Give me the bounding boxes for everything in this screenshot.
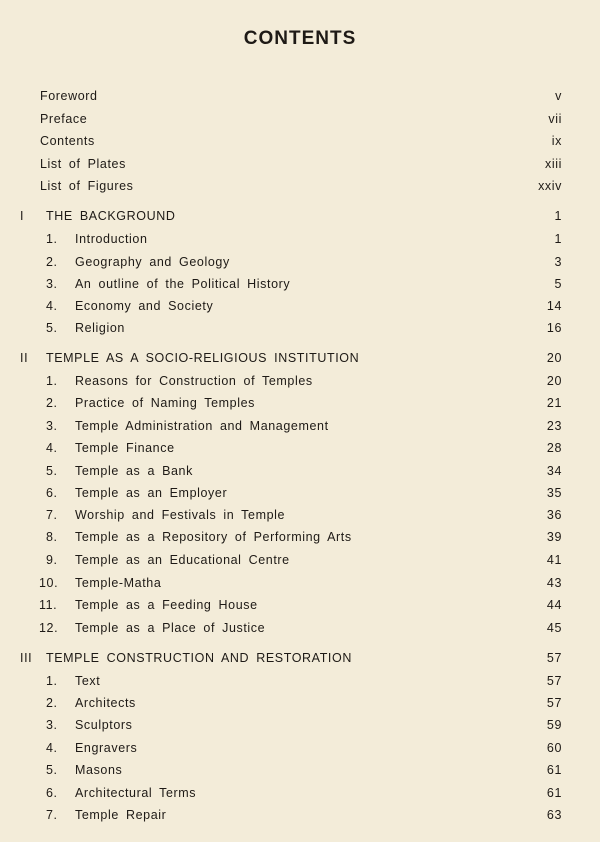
- entry-label: Engravers: [75, 741, 138, 755]
- toc-entry: [0, 508, 600, 528]
- toc-part-heading: [0, 651, 600, 671]
- entry-number: 6.: [46, 786, 58, 800]
- toc-entry: [0, 321, 600, 341]
- entry-page: 60: [546, 741, 562, 755]
- toc-entry: [0, 232, 600, 252]
- entry-label: Economy and Society: [75, 299, 214, 313]
- entry-page: ix: [551, 134, 562, 148]
- entry-page: 21: [546, 396, 562, 410]
- entry-page: 28: [546, 441, 562, 455]
- entry-number: 10.: [39, 576, 59, 590]
- part-numeral: II: [20, 351, 29, 365]
- toc-entry: [0, 696, 600, 716]
- entry-number: 4.: [46, 741, 58, 755]
- entry-page: 23: [546, 419, 562, 433]
- entry-number: 4.: [46, 299, 58, 313]
- entry-page: 57: [546, 674, 562, 688]
- toc-entry: [0, 530, 600, 550]
- entry-page: 43: [546, 576, 562, 590]
- entry-page: vii: [548, 112, 562, 126]
- toc-entry: [0, 786, 600, 806]
- entry-page: 14: [546, 299, 562, 313]
- entry-number: 1.: [46, 374, 58, 388]
- toc-entry: [0, 299, 600, 319]
- toc-entry-contents: [0, 134, 600, 154]
- toc-entry: [0, 277, 600, 297]
- toc-entry: [0, 674, 600, 694]
- entry-number: 12.: [39, 621, 59, 635]
- entry-page: 20: [546, 351, 562, 365]
- entry-page: 5: [554, 277, 562, 291]
- entry-label: Foreword: [40, 89, 98, 103]
- toc-entry: [0, 553, 600, 573]
- entry-number: 3.: [46, 718, 58, 732]
- entry-number: 5.: [46, 763, 58, 777]
- entry-label: Preface: [40, 112, 88, 126]
- entry-page: 1: [554, 209, 562, 223]
- entry-page: 61: [546, 763, 562, 777]
- entry-number: 1.: [46, 674, 58, 688]
- entry-number: 4.: [46, 441, 58, 455]
- entry-label: Temple as an Educational Centre: [75, 553, 290, 567]
- entry-page: 63: [546, 808, 562, 822]
- entry-label: Practice of Naming Temples: [75, 396, 255, 410]
- entry-label: Temple as a Feeding House: [75, 598, 258, 612]
- toc-entry: [0, 255, 600, 275]
- entry-label: Temple Repair: [75, 808, 167, 822]
- entry-page: xxiv: [538, 179, 562, 193]
- entry-label: List of Figures: [40, 179, 134, 193]
- entry-number: 2.: [46, 396, 58, 410]
- toc-entry: [0, 419, 600, 439]
- entry-label: Architects: [75, 696, 136, 710]
- toc-entry: [0, 396, 600, 416]
- entry-number: 3.: [46, 277, 58, 291]
- entry-label: Temple as a Place of Justice: [75, 621, 266, 635]
- toc-entry: [0, 598, 600, 618]
- toc-entry-list-of-plates: [0, 157, 600, 177]
- entry-page: 59: [546, 718, 562, 732]
- entry-label: Contents: [40, 134, 95, 148]
- part-numeral: III: [20, 651, 33, 665]
- toc-entry: [0, 576, 600, 596]
- entry-label: Reasons for Construction of Temples: [75, 374, 313, 388]
- toc-entry: [0, 374, 600, 394]
- entry-page: 36: [546, 508, 562, 522]
- entry-page: 57: [546, 696, 562, 710]
- entry-number: 9.: [46, 553, 58, 567]
- entry-page: 45: [546, 621, 562, 635]
- entry-number: 2.: [46, 255, 58, 269]
- part-title: THE BACKGROUND: [46, 209, 176, 223]
- entry-page: 20: [546, 374, 562, 388]
- entry-page: v: [555, 89, 562, 103]
- entry-label: Worship and Festivals in Temple: [75, 508, 286, 522]
- entry-number: 3.: [46, 419, 58, 433]
- toc-entry: [0, 718, 600, 738]
- entry-page: xiii: [545, 157, 562, 171]
- entry-label: Temple Administration and Management: [75, 419, 329, 433]
- part-title: TEMPLE CONSTRUCTION AND RESTORATION: [46, 651, 352, 665]
- entry-page: 61: [546, 786, 562, 800]
- entry-number: 7.: [46, 808, 58, 822]
- entry-page: 57: [546, 651, 562, 665]
- entry-page: 3: [554, 255, 562, 269]
- entry-page: 35: [546, 486, 562, 500]
- entry-number: 11.: [39, 598, 58, 612]
- toc-entry-list-of-figures: [0, 179, 600, 199]
- entry-page: 44: [546, 598, 562, 612]
- toc-entry: [0, 763, 600, 783]
- toc-entry-preface: [0, 112, 600, 132]
- toc-entry: [0, 464, 600, 484]
- part-numeral: I: [20, 209, 25, 223]
- page-title: CONTENTS: [243, 28, 357, 49]
- entry-label: An outline of the Political History: [75, 277, 291, 291]
- entry-label: Introduction: [75, 232, 148, 246]
- entry-page: 16: [546, 321, 562, 335]
- toc-entry: [0, 486, 600, 506]
- part-title: TEMPLE AS A SOCIO-RELIGIOUS INSTITUTION: [46, 351, 360, 365]
- entry-page: 1: [554, 232, 562, 246]
- entry-label: Temple as an Employer: [75, 486, 228, 500]
- entry-page: 34: [546, 464, 562, 478]
- entry-label: Sculptors: [75, 718, 133, 732]
- toc-entry: [0, 441, 600, 461]
- toc-entry: [0, 808, 600, 828]
- entry-number: 1.: [46, 232, 58, 246]
- entry-label: Temple as a Repository of Performing Arts: [75, 530, 352, 544]
- entry-label: Religion: [75, 321, 125, 335]
- entry-label: List of Plates: [40, 157, 126, 171]
- entry-number: 5.: [46, 321, 58, 335]
- toc-entry: [0, 741, 600, 761]
- entry-page: 41: [546, 553, 562, 567]
- entry-number: 5.: [46, 464, 58, 478]
- entry-number: 6.: [46, 486, 58, 500]
- toc-part-heading: [0, 351, 600, 371]
- entry-label: Masons: [75, 763, 123, 777]
- toc-part-heading: [0, 209, 600, 229]
- entry-label: Architectural Terms: [75, 786, 197, 800]
- toc-entry: [0, 621, 600, 641]
- entry-label: Temple-Matha: [75, 576, 162, 590]
- entry-label: Geography and Geology: [75, 255, 230, 269]
- entry-number: 7.: [46, 508, 58, 522]
- entry-label: Temple Finance: [75, 441, 175, 455]
- entry-number: 2.: [46, 696, 58, 710]
- entry-page: 39: [546, 530, 562, 544]
- entry-label: Temple as a Bank: [75, 464, 193, 478]
- entry-label: Text: [75, 674, 101, 688]
- entry-number: 8.: [46, 530, 58, 544]
- toc-entry-foreword: [0, 89, 600, 109]
